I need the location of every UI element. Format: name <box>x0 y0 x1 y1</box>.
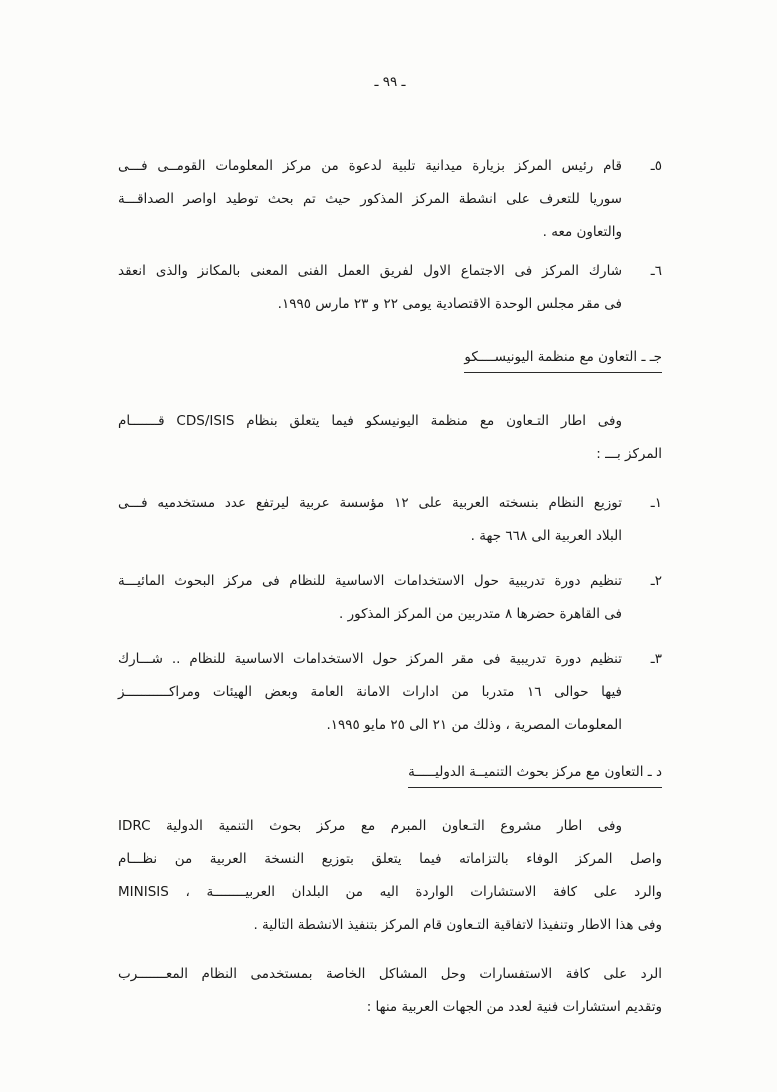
text-line: وفى هذا الاطار وتنفيذا لاتفاقية التـعاون قام المركز بتنفيذ الانشطة التالية . <box>253 917 662 933</box>
section-d-heading <box>118 762 662 788</box>
section-c-heading-text: جـ ـ التعاون مع منظمة اليونيســــكو <box>464 347 662 373</box>
item-5-text <box>118 150 622 249</box>
text-line: فى القاهرة حضرها ٨ متدربين من المركز المذكور . <box>339 606 622 622</box>
item-6-text <box>118 255 622 321</box>
text-line: توزيع النظام بنسخته العربية على ١٢ مؤسسة عربية ليرتفع عدد مستخدميه فـــى <box>118 495 622 511</box>
item-3-text <box>118 643 622 742</box>
text-line: قام رئيس المركز بزيارة ميدانية تلبية لدعوة من مركز المعلومات القومــى فـــى <box>118 158 622 174</box>
item-2-text <box>118 565 622 631</box>
text-line: المعلومات المصرية ، وذلك من ٢١ الى ٢٥ مايو ١٩٩٥. <box>326 717 622 733</box>
list-item-2 <box>118 565 662 631</box>
item-2-marker: ٢ـ <box>650 573 662 589</box>
text-line: والرد على كافة الاستشارات الواردة اليه من البلدان العربيــــــــة ، MINISIS <box>118 884 662 900</box>
section-d-paragraph-2 <box>118 958 662 1024</box>
section-d-paragraph-1 <box>118 810 662 942</box>
text-line: فى مقر مجلس الوحدة الاقتصادية يومى ٢٢ و ٢٣ مارس ١٩٩٥. <box>277 296 622 312</box>
section-c-intro <box>118 405 662 471</box>
list-item-3 <box>118 643 662 742</box>
text-line: فيها حوالى ١٦ متدربا من ادارات الامانة العامة وبعض الهيئات ومراكـــــــــــز <box>118 684 622 700</box>
item-1-text <box>118 487 622 553</box>
text-line: وفى اطار التـعاون مع منظمة اليونيسكو فيما يتعلق بنظام CDS/ISIS قـــــــام <box>118 413 622 429</box>
item-5-marker: ٥ـ <box>650 158 662 174</box>
text-line: تنظيم دورة تدريبية فى مقر المركز حول الاستخدامات الاساسية للنظام .. شـــارك <box>118 651 622 667</box>
page-number: ـ ٩٩ ـ <box>374 74 406 90</box>
text-line: والتعاون معه . <box>542 224 622 240</box>
text-line: الرد على كافة الاستفسارات وحل المشاكل الخاصة بمستخدمى النظام المعـــــــرب <box>118 966 662 982</box>
text-line: واصل المركز الوفاء بالتزاماته فيما يتعلق بتوزيع النسخة العربية من نظـــام <box>118 851 662 867</box>
item-3-marker: ٣ـ <box>650 651 662 667</box>
item-1-marker: ١ـ <box>650 495 662 511</box>
item-6-marker: ٦ـ <box>650 263 662 279</box>
text-line: البلاد العربية الى ٦٦٨ جهة . <box>470 528 622 544</box>
text-line: المركز بـــ : <box>596 446 662 462</box>
text-line: وتقديم استشارات فنية لعدد من الجهات العربية منها : <box>366 999 662 1015</box>
list-item-6 <box>118 255 662 321</box>
section-c-heading <box>118 347 662 373</box>
section-d-heading-text: د ـ التعاون مع مركز بحوث التنميــة الدوليـــــة <box>408 762 662 788</box>
text-line: سوريا للتعرف على انشطة المركز المذكور حيث تم بحث توطيد اواصر الصداقـــة <box>118 191 622 207</box>
text-line: تنظيم دورة تدريبية حول الاستخدامات الاساسية للنظام فى مركز البحوث المائيـــة <box>118 573 622 589</box>
text-line: شارك المركز فى الاجتماع الاول لفريق العمل الفنى المعنى بالمكانز والذى انعقد <box>118 263 622 279</box>
list-item-1 <box>118 487 662 553</box>
list-item-5 <box>118 150 662 249</box>
text-line: وفى اطار مشروع التـعاون المبرم مع مركز بحوث التنمية الدولية IDRC <box>118 818 622 834</box>
